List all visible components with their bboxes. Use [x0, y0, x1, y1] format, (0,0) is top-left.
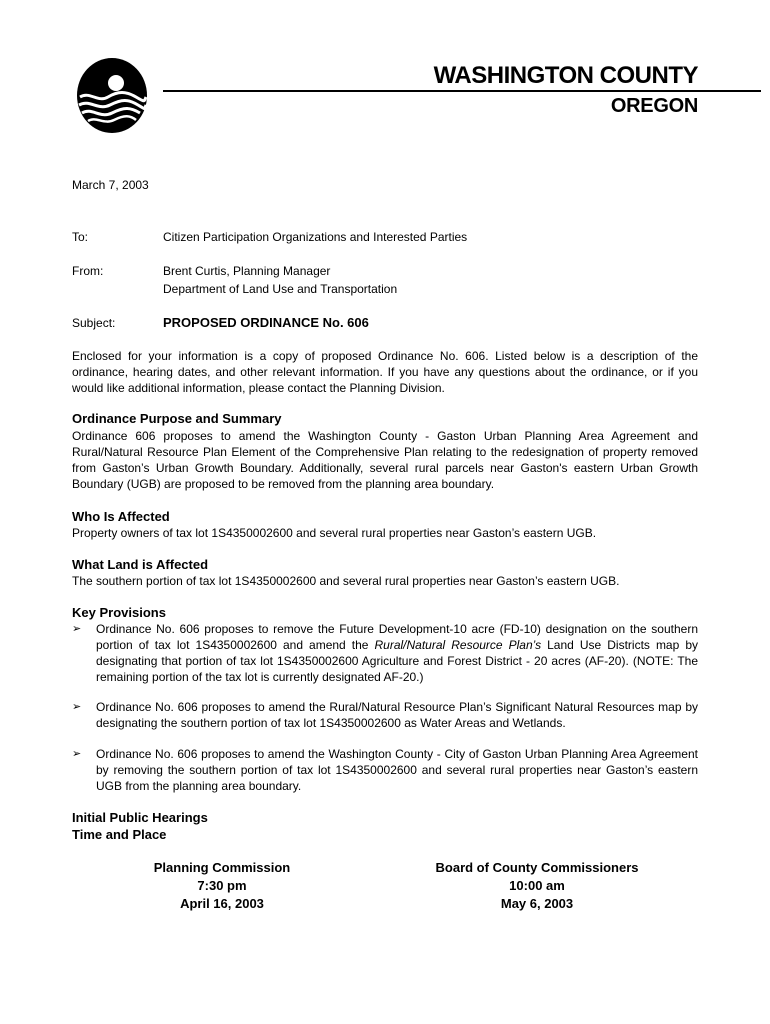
- land-paragraph: The southern portion of tax lot 1S4350002600 and several rural properties near Gaston’s eastern UGB.: [72, 574, 620, 588]
- hearing-time: 7:30 pm: [197, 878, 247, 893]
- board-commissioners-hearing: [412, 859, 662, 913]
- purpose-heading: Ordinance Purpose and Summary: [72, 411, 282, 426]
- county-name: WASHINGTON COUNTY: [433, 62, 698, 89]
- affected-heading: Who Is Affected: [72, 509, 170, 524]
- state-name: OREGON: [610, 95, 698, 117]
- hearings-heading-2: Time and Place: [72, 827, 167, 842]
- plan-name-italic: Rural/Natural Resource Plan’s: [374, 638, 542, 652]
- affected-paragraph: Property owners of tax lot 1S4350002600 and several rural properties near Gaston’s eastern UGB.: [72, 526, 597, 540]
- to-value: Citizen Participation Organizations and Interested Parties: [163, 230, 468, 244]
- bullet-arrow-icon: ➢: [72, 701, 82, 713]
- hearing-body: Planning Commission: [153, 860, 291, 875]
- county-logo: [76, 57, 148, 134]
- subject-label: Subject:: [72, 316, 116, 330]
- hearing-time: 10:00 am: [509, 878, 565, 893]
- hearing-body: Board of County Commissioners: [435, 860, 639, 875]
- provision-text-3: Ordinance No. 606 proposes to amend the Washington County - City of Gaston Urban Planning Area Agreement by removing the southern portion of tax lot 1S4350002600 and several rural properties near Gaston’s eastern UGB from the planning area boundary.: [96, 747, 698, 793]
- planning-commission-hearing: [122, 859, 322, 913]
- hearings-heading-1: Initial Public Hearings: [72, 810, 208, 825]
- bullet-arrow-icon: ➢: [72, 623, 82, 635]
- provision-text-1: Ordinance No. 606 proposes to remove the Future Development-10 acre (FD-10) designation on the southern portion of tax lot 1S4350002600 and amend the Rural/Natural Resource Plan’s Land Use Districts map by designating that portion of tax lot 1S4350002600 Agriculture and Forest District - 20 acres (AF-20). (NOTE: The remaining portion of the tax lot is currently designated AF-20.): [96, 622, 698, 684]
- provision-item-1: [72, 621, 698, 685]
- provision-item-3: [72, 746, 698, 794]
- header-rule: [163, 90, 761, 92]
- from-name: Brent Curtis, Planning Manager: [163, 264, 331, 278]
- intro-paragraph: Enclosed for your information is a copy of proposed Ordinance No. 606. Listed below is a description of the ordinance, hearing dates, and other relevant information. If you have any questions about the ordinance, or if you would like additional information, please contact the Planning Division.: [72, 349, 698, 395]
- hearing-date: May 6, 2003: [500, 896, 574, 911]
- memo-date: March 7, 2003: [72, 178, 149, 192]
- purpose-paragraph: Ordinance 606 proposes to amend the Washington County - Gaston Urban Planning Area Agreement and Rural/Natural Resource Plan Element of the Comprehensive Plan relating to the redesignation of property removed from Gaston’s Urban Growth Boundary. Additionally, several rural parcels near Gaston's eastern Urban Growth Boundary (UGB) are proposed to be removed from the planning area boundary.: [72, 429, 698, 491]
- from-department: Department of Land Use and Transportation: [163, 282, 398, 296]
- provisions-heading: Key Provisions: [72, 605, 166, 620]
- hearing-date: April 16, 2003: [180, 896, 264, 911]
- provision-item-2: [72, 699, 698, 731]
- land-heading: What Land is Affected: [72, 557, 209, 572]
- provision-text-2: Ordinance No. 606 proposes to amend the Rural/Natural Resource Plan’s Significant Natural Resources map by designating the southern portion of tax lot 1S4350002600 as Water Areas and Wetlands.: [96, 700, 698, 730]
- from-label: From:: [72, 264, 104, 278]
- to-label: To:: [72, 230, 89, 244]
- subject-value: PROPOSED ORDINANCE No. 606: [163, 315, 369, 330]
- bullet-arrow-icon: ➢: [72, 748, 82, 760]
